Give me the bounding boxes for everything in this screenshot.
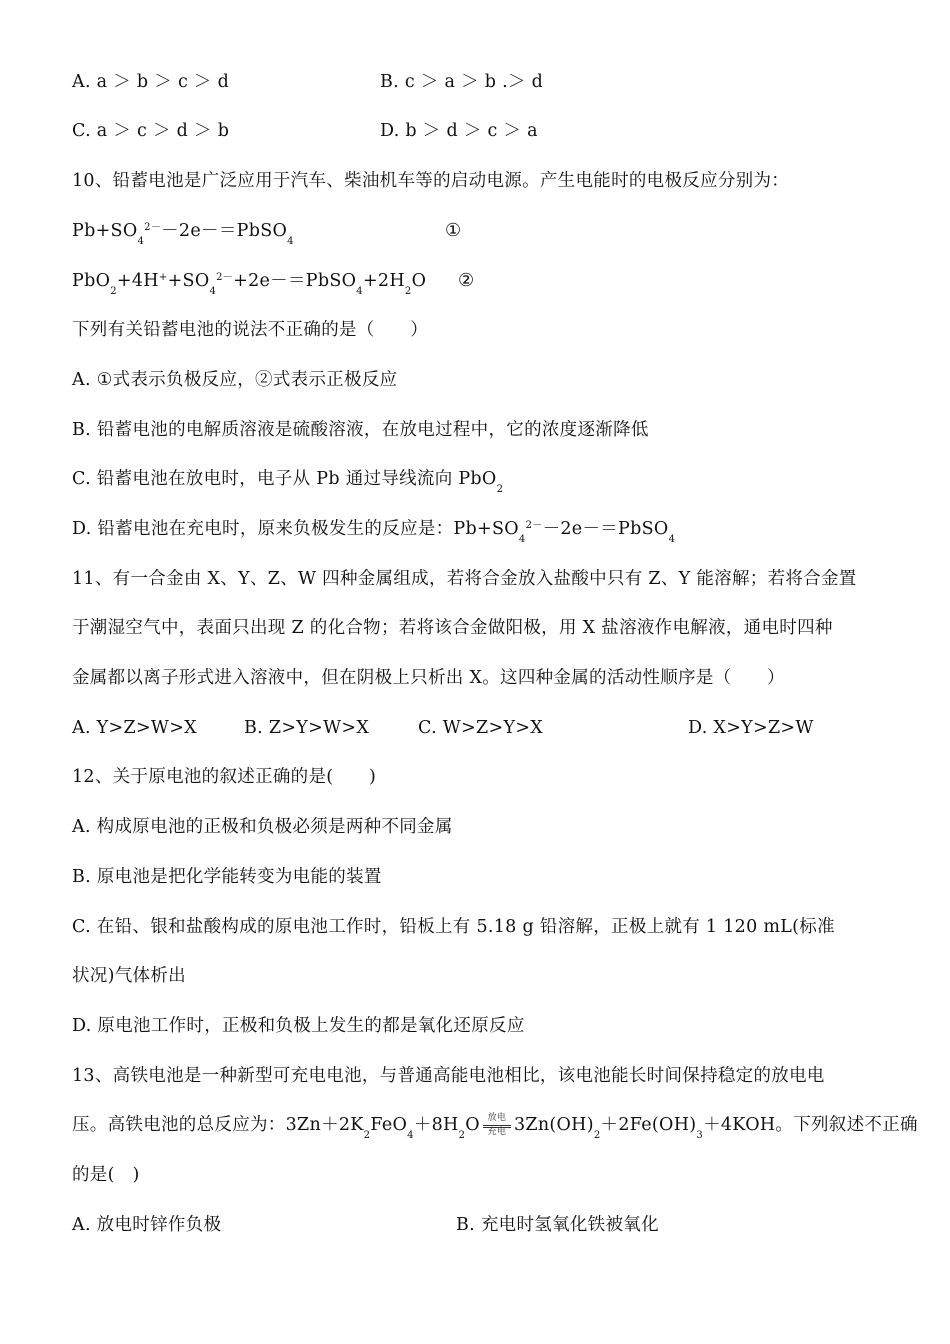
q11-option-b: B. Z>Y>W>X (244, 718, 370, 738)
q9-option-c: C. a ＞ c ＞ d ＞ b (72, 121, 230, 141)
q12-option-d: D. 原电池工作时，正极和负极上发生的都是氧化还原反应 (72, 1016, 525, 1036)
q11-line-2: 于潮湿空气中，表面只出现 Z 的化合物；若将该合金做阳极，用 X 盐溶液作电解液，通电时四种 (72, 618, 833, 638)
reversible-reaction-arrow-icon: 放电 充电 (482, 1114, 512, 1138)
q13-option-a: A. 放电时锌作负极 (72, 1215, 222, 1235)
q11-line-3: 金属都以离子形式进入溶液中，但在阴极上只析出 X。这四种金属的活动性顺序是（ ） (72, 668, 785, 688)
q9-option-a: A. a ＞ b ＞ c ＞ d (72, 72, 230, 92)
q10-option-a: A. ①式表示负极反应，②式表示正极反应 (72, 370, 398, 390)
q10-option-d: D. 铅蓄电池在充电时，原来负极发生的反应是：$Pb+SO_4^{2-}-2e-=PbSO_4$ (72, 519, 676, 545)
q9-option-b: B. c ＞ a ＞ b .＞ d (380, 72, 544, 92)
q12-option-c-line-1: C. 在铅、银和盐酸构成的原电池工作时，铅板上有 5.18 g 铅溶解，正极上就有 1 120 mL(标准 (72, 917, 835, 937)
equation-marker-2: ② (458, 270, 475, 291)
q10-question: 下列有关铅蓄电池的说法不正确的是（ ） (72, 320, 428, 340)
q12-option-a: A. 构成原电池的正极和负极必须是两种不同金属 (72, 817, 453, 837)
q12-stem: 12、关于原电池的叙述正确的是( ) (72, 767, 377, 787)
q13-option-b: B. 充电时氢氧化铁被氧化 (456, 1215, 659, 1235)
q11-option-c: C. W>Z>Y>X (418, 718, 544, 738)
q11-option-a: A. Y>Z>W>X (72, 718, 197, 738)
q10-option-c: C. 铅蓄电池在放电时，电子从 Pb 通过导线流向 PbO$_2$ (72, 469, 504, 495)
equation-marker-1: ① (445, 220, 462, 241)
q11-line-1: 11、有一合金由 X、Y、Z、W 四种金属组成，若将合金放入盐酸中只有 Z、Y 能溶解；若将合金置 (72, 569, 857, 589)
q10-equation-1: $Pb+SO_4^{2-}-2e-=PbSO_4$ ① (72, 220, 462, 247)
q10-option-b: B. 铅蓄电池的电解质溶液是硫酸溶液，在放电过程中，它的浓度逐渐降低 (72, 420, 649, 440)
q13-line-2: 压。高铁电池的总反应为：$3Zn+2K_2FeO_4+8H_2O$ 放电 充电 $3Zn(OH)_2+2Fe(OH)_3+4KOH$。下列叙述不正确 (72, 1112, 918, 1141)
q9-option-d: D. b ＞ d ＞ c ＞ a (380, 121, 538, 141)
q13-line-1: 13、高铁电池是一种新型可充电电池，与普通高能电池相比，该电池能长时间保持稳定的放电电 (72, 1066, 825, 1086)
q11-option-d: D. X>Y>Z>W (688, 718, 814, 738)
q12-option-b: B. 原电池是把化学能转变为电能的装置 (72, 867, 382, 887)
q10-equation-2: $PbO_2+4H^++SO_4^{2-}+2e-=PbSO_4+2H_2O$ ② (72, 270, 475, 297)
q13-line-3: 的是( ) (72, 1165, 140, 1185)
q10-stem: 10、铅蓄电池是广泛应用于汽车、柴油机车等的启动电源。产生电能时的电极反应分别为： (72, 171, 790, 191)
q12-option-c-line-2: 状况)气体析出 (72, 966, 186, 986)
